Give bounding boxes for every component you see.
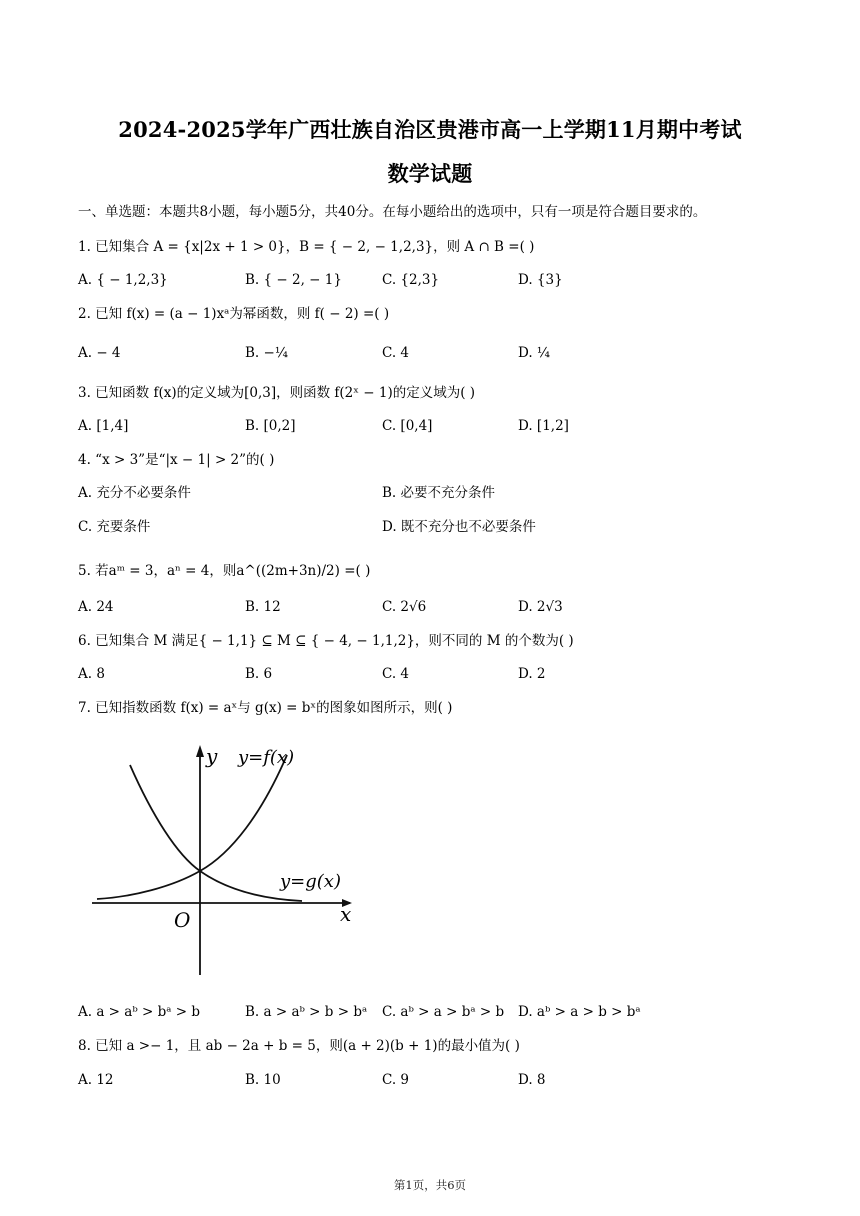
question-4-stem: 4. “x > 3”是“|x − 1| > 2”的( ) bbox=[78, 452, 275, 468]
curve-f-left-tail bbox=[97, 871, 200, 899]
question-3-stem: 3. 已知函数 f(x)的定义域为[0,3]，则函数 f(2ˣ − 1)的定义域为( ) bbox=[78, 385, 476, 401]
question-1-option-b: B. { − 2, − 1} bbox=[245, 272, 342, 288]
f-curve-label: y=f(x) bbox=[238, 747, 295, 768]
question-5-option-d: D. 2√3 bbox=[518, 599, 563, 615]
title-line-1: 2024-2025学年广西壮族自治区贵港市高一上学期11月期中考试 bbox=[118, 117, 742, 142]
question-7-option-b: B. a > aᵇ > b > bᵃ bbox=[245, 1004, 368, 1020]
x-axis-label: x bbox=[340, 902, 352, 926]
question-5-option-a: A. 24 bbox=[78, 599, 114, 615]
question-1-stem: 1. 已知集合 A = {x|2x + 1 > 0}，B = { − 2, − 1,2,3}，则 A ∩ B =( ) bbox=[78, 239, 535, 255]
y-axis-arrow bbox=[196, 745, 204, 757]
question-4-option-b: B. 必要不充分条件 bbox=[382, 485, 496, 501]
question-3-option-d: D. [1,2] bbox=[518, 418, 569, 434]
question-4-option-c: C. 充要条件 bbox=[78, 519, 151, 535]
question-5-option-b: B. 12 bbox=[245, 599, 281, 615]
question-5-stem: 5. 若aᵐ = 3，aⁿ = 4，则a^((2m+3n)/2) =( ) bbox=[78, 563, 371, 579]
question-5-option-c: C. 2√6 bbox=[382, 599, 427, 615]
question-6-option-a: A. 8 bbox=[78, 666, 105, 682]
curve-f bbox=[200, 755, 287, 871]
question-1-option-c: C. {2,3} bbox=[382, 272, 440, 288]
question-2-option-c: C. 4 bbox=[382, 345, 410, 361]
origin-label: O bbox=[174, 908, 191, 932]
question-2-option-d: D. ¼ bbox=[518, 345, 551, 361]
question-6-stem: 6. 已知集合 M 满足{ − 1,1} ⊆ M ⊆ { − 4, − 1,1,2}，则不同的 M 的个数为( ) bbox=[78, 633, 574, 649]
question-6-option-b: B. 6 bbox=[245, 666, 273, 682]
question-8-stem: 8. 已知 a >− 1，且 ab − 2a + b = 5，则(a + 2)(b + 1)的最小值为( ) bbox=[78, 1038, 520, 1054]
question-6-option-c: C. 4 bbox=[382, 666, 410, 682]
question-6-option-d: D. 2 bbox=[518, 666, 546, 682]
question-2-option-b: B. −¼ bbox=[245, 345, 288, 361]
question-8-option-b: B. 10 bbox=[245, 1072, 281, 1088]
question-8-option-a: A. 12 bbox=[78, 1072, 114, 1088]
y-axis-label: y bbox=[206, 744, 218, 768]
question-7-option-d: D. aᵇ > a > b > bᵃ bbox=[518, 1004, 641, 1020]
question-2-stem: 2. 已知 f(x) = (a − 1)xᵃ为幂函数，则 f( − 2) =( ) bbox=[78, 306, 390, 322]
question-8-option-c: C. 9 bbox=[382, 1072, 410, 1088]
question-3-option-c: C. [0,4] bbox=[382, 418, 433, 434]
title-line-2: 数学试题 bbox=[387, 161, 473, 186]
question-3-option-b: B. [0,2] bbox=[245, 418, 296, 434]
exponential-graph-figure bbox=[82, 735, 372, 980]
g-curve-label: y=g(x) bbox=[280, 871, 341, 892]
question-7-stem: 7. 已知指数函数 f(x) = aˣ与 g(x) = bˣ的图象如图所示，则( ) bbox=[78, 700, 453, 716]
curve-g bbox=[130, 765, 302, 901]
question-7-option-a: A. a > aᵇ > bᵃ > b bbox=[78, 1004, 201, 1020]
question-4-option-d: D. 既不充分也不必要条件 bbox=[382, 519, 536, 535]
question-8-option-d: D. 8 bbox=[518, 1072, 546, 1088]
graph-svg bbox=[82, 735, 372, 980]
question-7-option-c: C. aᵇ > a > bᵃ > b bbox=[382, 1004, 505, 1020]
page-footer: 第1页，共6页 bbox=[393, 1178, 467, 1192]
section-heading: 一、单选题：本题共8小题，每小题5分，共40分。在每小题给出的选项中，只有一项是符合题目要求的。 bbox=[78, 204, 707, 220]
question-1-option-a: A. { − 1,2,3} bbox=[78, 272, 168, 288]
question-3-option-a: A. [1,4] bbox=[78, 418, 129, 434]
question-1-option-d: D. {3} bbox=[518, 272, 563, 288]
question-2-option-a: A. − 4 bbox=[78, 345, 121, 361]
question-4-option-a: A. 充分不必要条件 bbox=[78, 485, 191, 501]
